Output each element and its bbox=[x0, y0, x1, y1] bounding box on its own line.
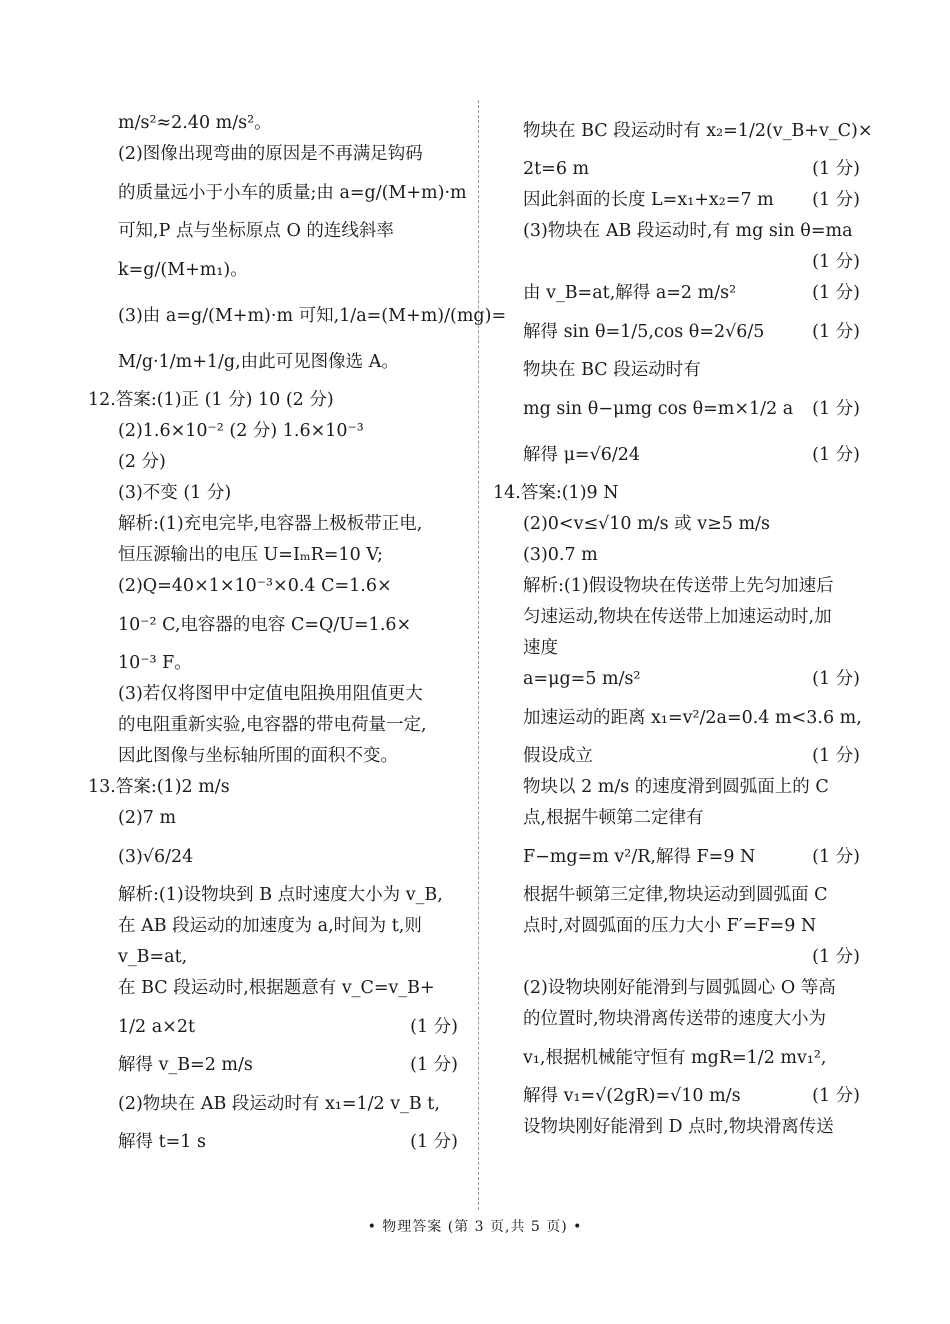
left-line bbox=[118, 679, 458, 710]
line-text: a=μg=5 m/s² bbox=[523, 669, 641, 689]
left-line bbox=[118, 540, 458, 571]
right-line bbox=[523, 355, 860, 386]
score-points: (1 分) bbox=[812, 1086, 860, 1106]
left-line bbox=[118, 416, 458, 447]
left-column bbox=[88, 108, 507, 1158]
right-line bbox=[523, 1004, 860, 1035]
line-text: 解析:(1)设物块到 B 点时速度大小为 v_B, bbox=[118, 885, 443, 905]
left-line bbox=[118, 170, 467, 216]
line-text: 10⁻³ F。 bbox=[118, 653, 192, 673]
page-footer: • 物理答案 (第 3 页,共 5 页) • bbox=[367, 1219, 583, 1235]
column-divider bbox=[478, 100, 479, 1210]
line-text: 在 BC 段运动时,根据题意有 v_C=v_B+ bbox=[118, 978, 435, 998]
line-text: 物块在 BC 段运动时有 bbox=[523, 360, 701, 380]
line-text: (2)图像出现弯曲的原因是不再满足钩码 bbox=[118, 144, 423, 164]
left-line bbox=[88, 772, 458, 803]
left-line bbox=[118, 1050, 458, 1081]
score-points: (1 分) bbox=[812, 252, 860, 272]
score-points: (1 分) bbox=[812, 847, 860, 867]
line-text: (2 分) bbox=[118, 452, 166, 472]
right-line bbox=[523, 154, 860, 185]
line-text: 加速运动的距离 x₁=v²/2a=0.4 m<3.6 m, bbox=[523, 708, 862, 728]
line-text: 的质量远小于小车的质量;由 a=g/(M+m)·m bbox=[118, 183, 467, 203]
line-text: (3)0.7 m bbox=[523, 545, 598, 565]
left-line bbox=[118, 1127, 458, 1158]
line-text: 速度 bbox=[523, 638, 558, 658]
line-text: 由 v_B=at,解得 a=2 m/s² bbox=[523, 283, 737, 303]
right-line bbox=[523, 772, 860, 803]
line-text: 点,根据牛顿第二定律有 bbox=[523, 808, 704, 828]
score-points: (1 分) bbox=[812, 159, 860, 179]
left-line bbox=[118, 447, 458, 478]
right-line bbox=[523, 309, 860, 355]
left-line bbox=[118, 710, 458, 741]
right-line bbox=[523, 1035, 860, 1081]
right-line bbox=[523, 540, 860, 571]
left-line bbox=[118, 139, 458, 170]
score-points: (1 分) bbox=[812, 669, 860, 689]
line-text: 解得 v₁=√(2gR)=√10 m/s bbox=[523, 1086, 741, 1106]
line-text: (3)物块在 AB 段运动时,有 mg sin θ=ma bbox=[523, 221, 853, 241]
right-column bbox=[493, 108, 873, 1143]
right-line bbox=[523, 880, 860, 911]
score-points: (1 分) bbox=[410, 1055, 458, 1075]
line-text: 恒压源输出的电压 U=IₘR=10 V; bbox=[118, 545, 384, 565]
right-line bbox=[523, 386, 860, 432]
line-text: (3)不变 (1 分) bbox=[118, 483, 232, 503]
left-line bbox=[118, 1081, 458, 1127]
line-text: (3)若仅将图甲中定值电阻换用阻值更大 bbox=[118, 684, 423, 704]
right-line bbox=[523, 834, 860, 880]
left-line bbox=[118, 803, 458, 834]
right-line bbox=[523, 741, 860, 772]
line-text: 物块在 BC 段运动时有 x₂=1/2(v_B+v_C)× bbox=[523, 121, 873, 141]
right-line bbox=[523, 633, 860, 664]
line-text: 2t=6 m bbox=[523, 159, 590, 179]
line-text: 假设成立 bbox=[523, 746, 593, 766]
right-line bbox=[523, 432, 860, 478]
line-text: 点时,对圆弧面的压力大小 F′=F=9 N bbox=[523, 916, 817, 936]
left-line bbox=[118, 834, 458, 880]
line-text: 解得 v_B=2 m/s bbox=[118, 1055, 253, 1075]
right-line bbox=[523, 664, 860, 695]
line-text: 10⁻² C,电容器的电容 C=Q/U=1.6× bbox=[118, 615, 412, 635]
line-text: 14.答案:(1)9 N bbox=[493, 483, 619, 503]
line-text: 的电阻重新实验,电容器的带电荷量一定, bbox=[118, 715, 427, 735]
line-text: F−mg=m v²/R,解得 F=9 N bbox=[523, 847, 756, 867]
left-line bbox=[118, 509, 458, 540]
left-line bbox=[118, 880, 458, 911]
left-line bbox=[118, 911, 458, 942]
right-line bbox=[523, 973, 860, 1004]
line-text: (2)物块在 AB 段运动时有 x₁=1/2 v_B t, bbox=[118, 1094, 440, 1114]
right-line bbox=[523, 571, 860, 602]
score-points: (1 分) bbox=[812, 190, 860, 210]
right-line bbox=[523, 1081, 860, 1112]
line-text: 在 AB 段运动的加速度为 a,时间为 t,则 bbox=[118, 916, 422, 936]
line-text: 解析:(1)假设物块在传送带上先匀加速后 bbox=[523, 576, 834, 596]
line-text: v₁,根据机械能守恒有 mgR=1/2 mv₁², bbox=[523, 1048, 827, 1068]
left-line bbox=[118, 216, 458, 247]
score-points: (1 分) bbox=[812, 322, 860, 342]
score-points: (1 分) bbox=[812, 283, 860, 303]
right-line bbox=[523, 695, 860, 741]
right-line bbox=[523, 278, 860, 309]
line-text: (2)7 m bbox=[118, 808, 177, 828]
line-text: (3)由 a=g/(M+m)·m 可知,1/a=(M+m)/(mg)= bbox=[118, 306, 507, 326]
right-line bbox=[523, 509, 860, 540]
line-text: M/g·1/m+1/g,由此可见图像选 A。 bbox=[118, 352, 399, 372]
line-text: m/s²≈2.40 m/s²。 bbox=[118, 113, 272, 133]
score-points: (1 分) bbox=[812, 399, 860, 419]
line-text: 解得 t=1 s bbox=[118, 1132, 206, 1152]
right-line bbox=[523, 803, 860, 834]
line-text: 1/2 a×2t bbox=[118, 1017, 195, 1037]
line-text: 可知,P 点与坐标原点 O 的连线斜率 bbox=[118, 221, 394, 241]
left-line bbox=[118, 247, 458, 293]
left-line bbox=[118, 293, 507, 339]
line-text: v_B=at, bbox=[118, 947, 188, 967]
line-text: (2)设物块刚好能滑到与圆弧圆心 O 等高 bbox=[523, 978, 836, 998]
line-text: 物块以 2 m/s 的速度滑到圆弧面上的 C bbox=[523, 777, 829, 797]
line-text: (2)1.6×10⁻² (2 分) 1.6×10⁻³ bbox=[118, 421, 364, 441]
line-text: 12.答案:(1)正 (1 分) 10 (2 分) bbox=[88, 390, 334, 410]
left-line bbox=[118, 339, 458, 385]
line-text: 设物块刚好能滑到 D 点时,物块滑离传送 bbox=[523, 1117, 834, 1137]
line-text: (2)0<v≤√10 m/s 或 v≥5 m/s bbox=[523, 514, 770, 534]
line-text: mg sin θ−μmg cos θ=m×1/2 a bbox=[523, 399, 794, 419]
score-points: (1 分) bbox=[812, 445, 860, 465]
right-line bbox=[523, 602, 860, 633]
left-line bbox=[118, 571, 458, 602]
left-line bbox=[118, 108, 458, 139]
left-line bbox=[118, 741, 458, 772]
line-text: 的位置时,物块滑离传送带的速度大小为 bbox=[523, 1009, 827, 1029]
line-text: 解得 μ=√6/24 bbox=[523, 445, 641, 465]
line-text: 因此图像与坐标轴所围的面积不变。 bbox=[118, 746, 398, 766]
line-text: 匀速运动,物块在传送带上加速运动时,加 bbox=[523, 607, 832, 627]
right-line bbox=[523, 942, 860, 973]
line-text: (2)Q=40×1×10⁻³×0.4 C=1.6× bbox=[118, 576, 392, 596]
right-line bbox=[523, 108, 873, 154]
score-points: (1 分) bbox=[410, 1017, 458, 1037]
score-points: (1 分) bbox=[410, 1132, 458, 1152]
right-line bbox=[493, 478, 860, 509]
line-text: 解得 sin θ=1/5,cos θ=2√6/5 bbox=[523, 322, 765, 342]
left-line bbox=[88, 385, 458, 416]
score-points: (1 分) bbox=[812, 746, 860, 766]
right-line bbox=[523, 185, 860, 216]
left-line bbox=[118, 973, 458, 1004]
left-line bbox=[118, 942, 458, 973]
line-text: 根据牛顿第三定律,物块运动到圆弧面 C bbox=[523, 885, 828, 905]
line-text: k=g/(M+m₁)。 bbox=[118, 260, 248, 280]
score-points: (1 分) bbox=[812, 947, 860, 967]
right-line bbox=[523, 1112, 860, 1143]
line-text: (3)√6/24 bbox=[118, 847, 194, 867]
right-line bbox=[523, 216, 860, 247]
line-text: 因此斜面的长度 L=x₁+x₂=7 m bbox=[523, 190, 774, 210]
right-line bbox=[523, 911, 860, 942]
left-line bbox=[118, 1004, 458, 1050]
left-line bbox=[118, 648, 458, 679]
left-line bbox=[118, 602, 458, 648]
line-text: 13.答案:(1)2 m/s bbox=[88, 777, 230, 797]
right-line bbox=[523, 247, 860, 278]
line-text: 解析:(1)充电完毕,电容器上极板带正电, bbox=[118, 514, 423, 534]
left-line bbox=[118, 478, 458, 509]
